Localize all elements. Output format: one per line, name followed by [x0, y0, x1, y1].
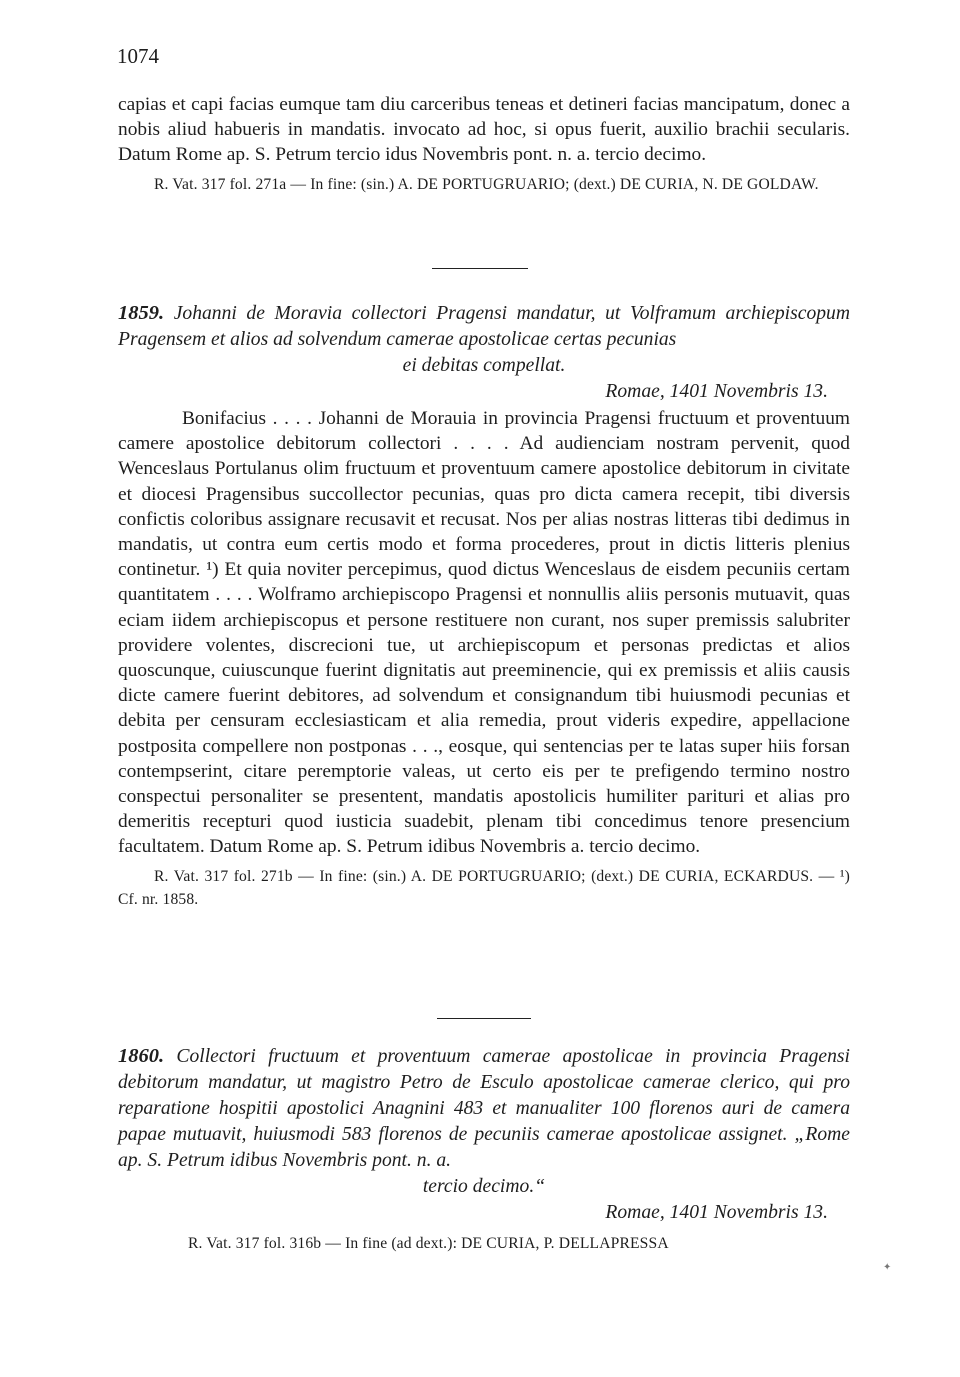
continuation-reference: R. Vat. 317 fol. 271a — In fine: (sin.) A. DE PORTUGRUARIO; (dext.) DE CURIA, N. DE GOLDAW.	[154, 175, 819, 193]
margin-mark: ✦	[883, 1262, 892, 1273]
entry-heading-text: Collectori fructuum et proventuum camerae apostolicae in provincia Pragensi debitorum mandatur, ut magistro Petro de Esculo apostolicae camerae clerico, qui pro reparatione hospitii apostolici Anagnini 483 et manualiter 100 florenos auri de camera papae mutuavit, huiusmodi 583 florenos de pecuniis camerae apostolicae assignet. „Rome ap. S. Petrum idibus Novembris pont. n. a.	[118, 1046, 850, 1171]
entry-1860	[118, 1043, 850, 1255]
entry-heading-text: Johanni de Moravia collectori Pragensi mandatur, ut Volframum archiepiscopum Pragensem et alios ad solvendum camerae apostolicae certas pecunias	[118, 303, 850, 350]
entry-number: 1859.	[118, 302, 165, 324]
continuation-text: capias et capi facias eumque tam diu carceribus teneas et detineri facias mancipatum, donec a nobis aliud habueris in mandatis. invocato ad hoc, si opus fuerit, auxilio brachii secularis. Datum Rome ap. S. Petrum tercio idus Novembris pont. n. a. tercio decimo.	[118, 94, 850, 166]
entry-1859	[118, 300, 850, 911]
entry-heading-end: ei debitas compellat.	[402, 355, 566, 376]
entry-heading-end: tercio decimo.“	[422, 1176, 546, 1197]
entry-body: Bonifacius . . . . Johanni de Morauia in provincia Pragensi fructuum et proventuum camere apostolice debitorum collectori . . . . Ad audienciam nostram pervenit, quod Wenceslaus Portulanus olim fructuum et proventuum camere apostolice debitorum in civitate et diocesi Pragensibus succollector pecunias, quas pro dicta camera recepit, tibi diversis confictis coloribus assignare recusavit et recusat. Nos per alias nostras litteras tibi dedimus in mandatis, ut contra eum certis modo et forma procederes, prout in dictis litteris plenius continetur. ¹) Et quia noviter percepimus, quod dictus Wenceslaus de eisdem pecuniis certam quantitatem . . . . Wolframo archiepiscopo Pragensi et nonnullis aliis personis mutuavit, quas eciam iidem archiepiscopus et persone restituere non curant, nos super premissis salubriter providere volentes, discrecioni tue, ut archiepiscopum et personas predictas et alios quoscunque, cuiuscunque fuerint dignitatis aut preeminencie, qui ex premissis et aliis causis dicte camere fuerint debitores, ad solvendum et consignandum tibi huiusmodi pecunias et debita per censuram ecclesiasticam et alia remedia, prout videris expedire, appellacione postposita compellere non postponas . . ., eosque, qui sentencias per te latas super hiis forsan contempserint, citare peremptorie valeas, ut certo eis per te prefigendo termino nostro conspectui personaliter se presentent, mandatis apostolicis humiliter parituri et alias pro demeritis recepturi quod iusticia suadebit, plenam tibi concedimus tenore presencium facultatem. Datum Rome ap. S. Petrum idibus Novembris a. tercio decimo.	[118, 408, 850, 858]
separator-rule	[432, 268, 528, 269]
entry-number: 1860.	[118, 1045, 165, 1067]
entry-reference: R. Vat. 317 fol. 271b — In fine: (sin.) A. DE PORTUGRUARIO; (dext.) DE CURIA, ECKARDUS. — ¹) Cf. nr. 1858.	[118, 867, 850, 908]
entry-date: Romae, 1401 Novembris 13.	[605, 381, 828, 402]
entry-date: Romae, 1401 Novembris 13.	[605, 1202, 828, 1223]
separator-rule	[437, 1018, 531, 1019]
entry-reference: R. Vat. 317 fol. 316b — In fine (ad dext.): DE CURIA, P. DELLAPRESSA	[188, 1235, 669, 1252]
entry-heading	[118, 1043, 850, 1200]
continuation-block	[118, 92, 850, 196]
entry-heading	[118, 300, 850, 379]
page-number: 1074	[117, 44, 159, 68]
